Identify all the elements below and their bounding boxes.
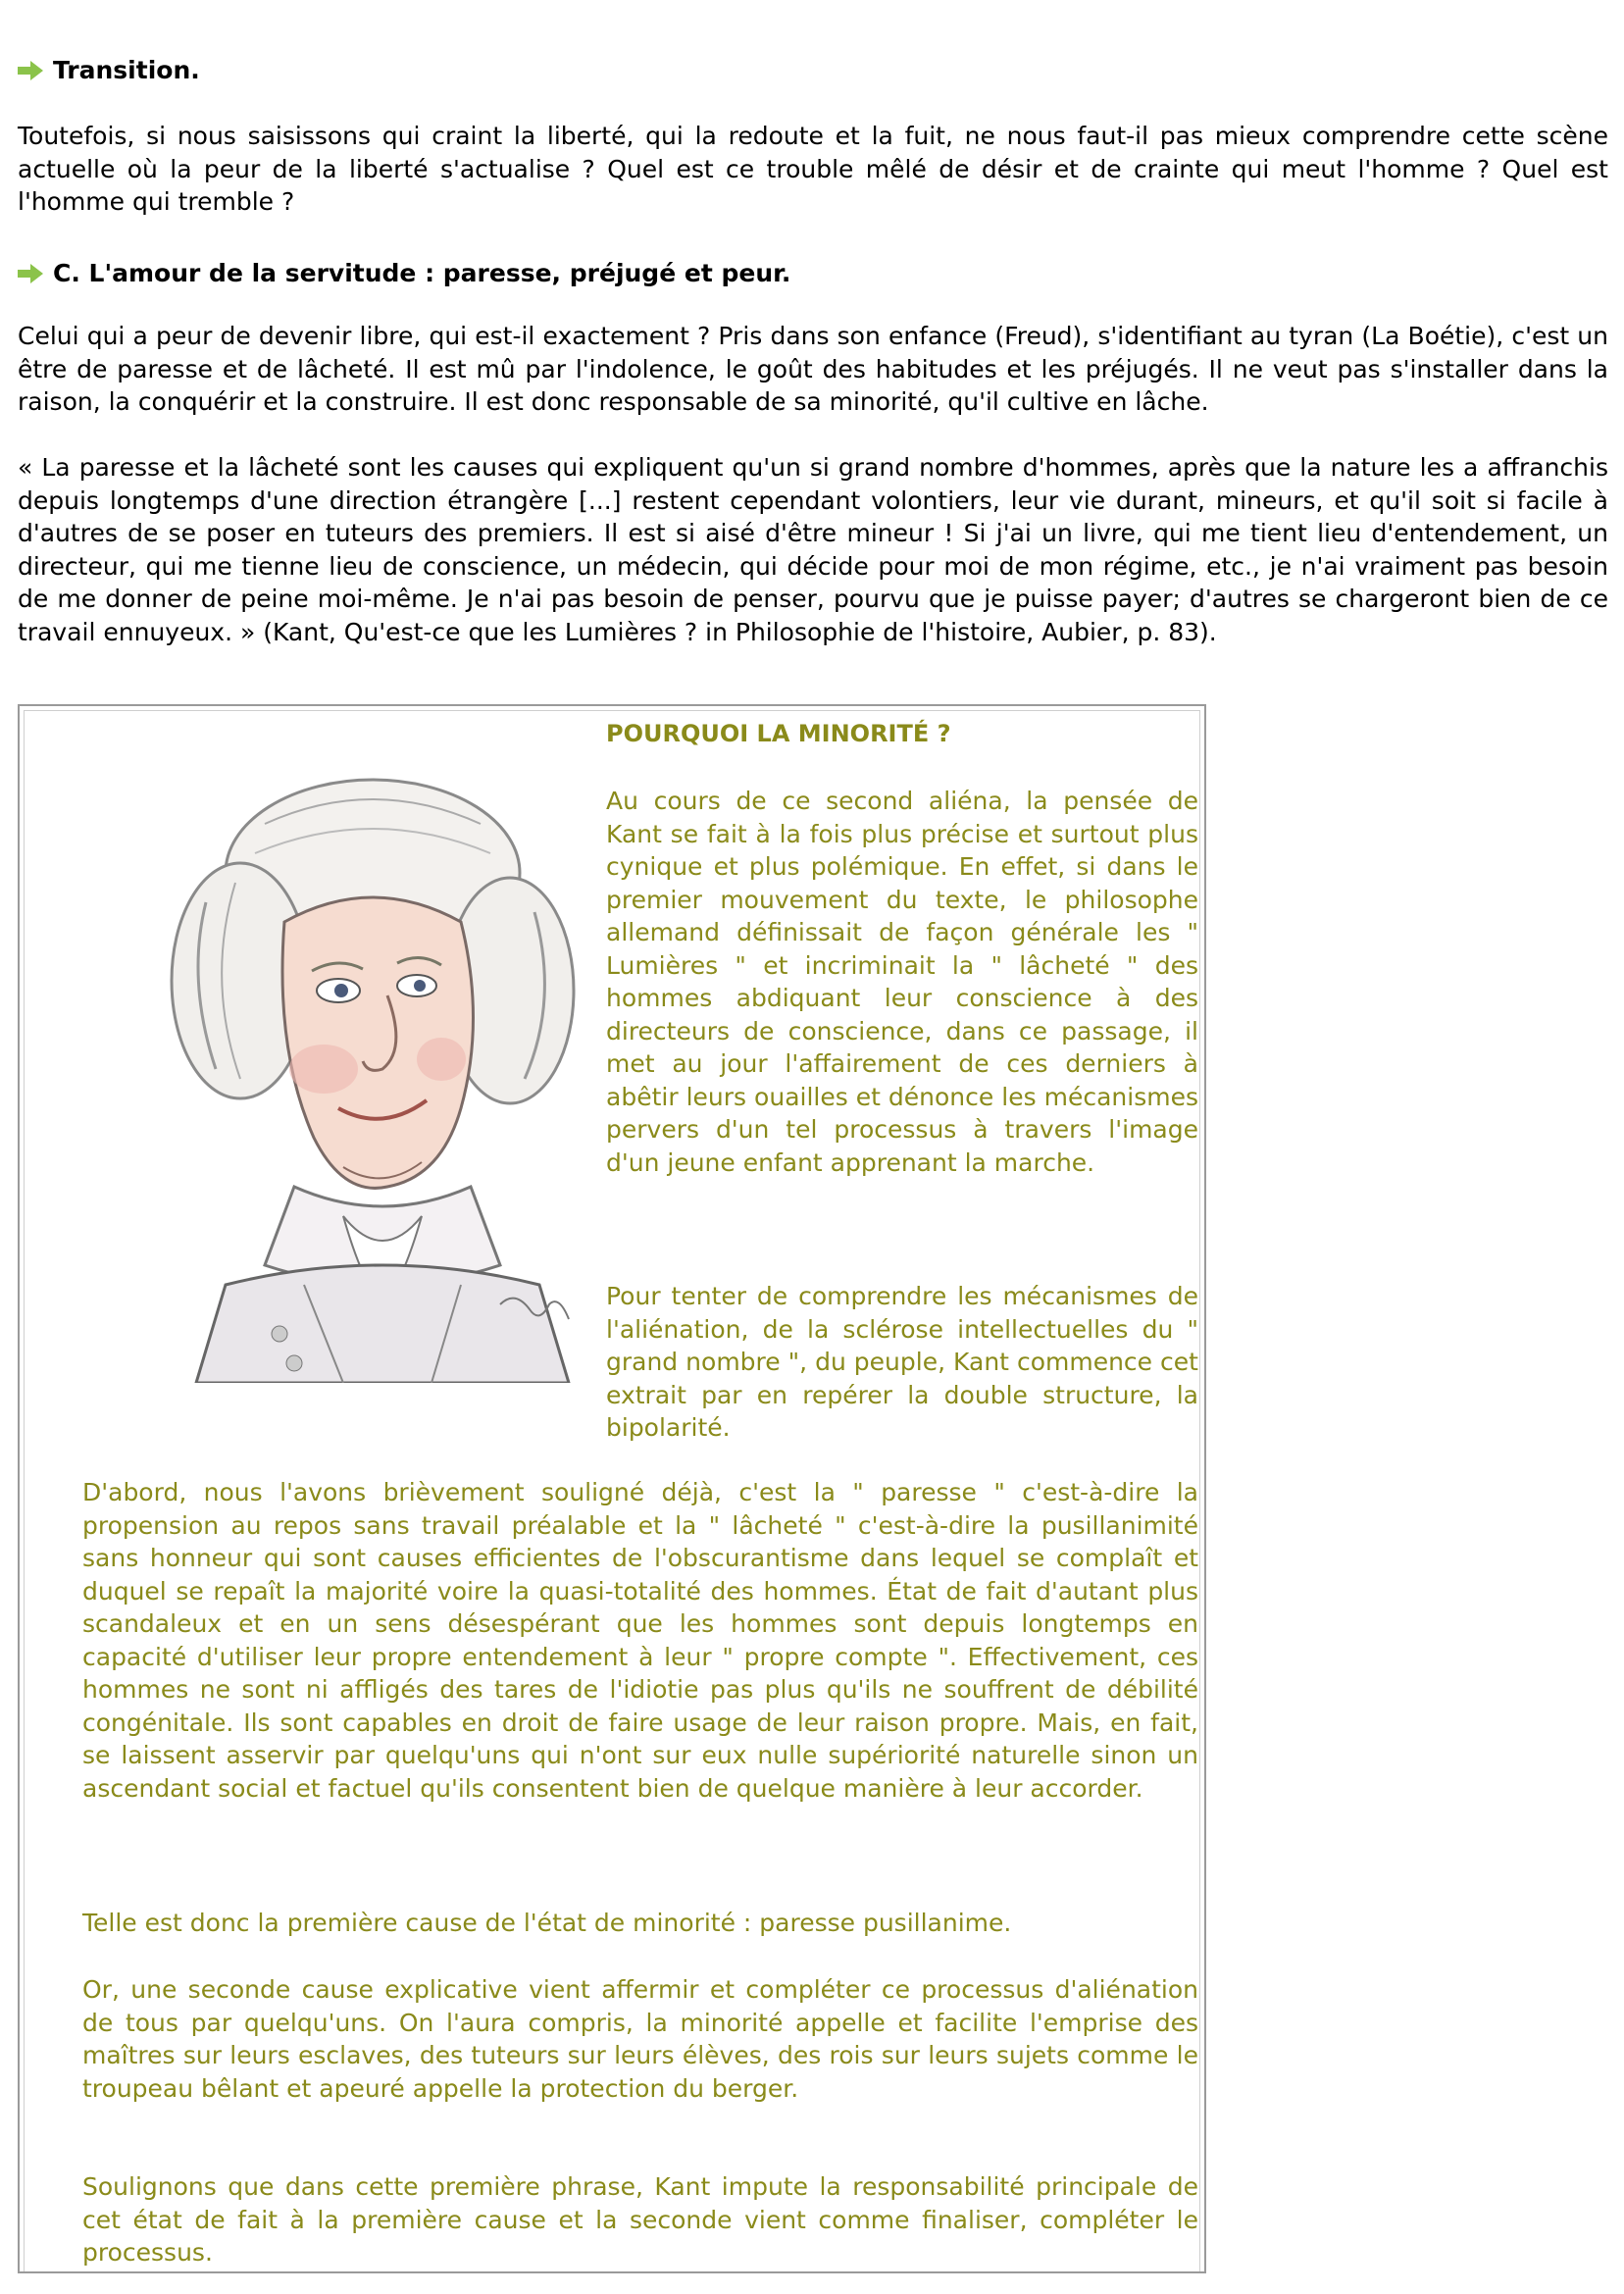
- transition-paragraph: Toutefois, si nous saisissons qui craint la liberté, qui la redoute et la fuit, ne nous faut-il pas mieux comprendre cette scène actuelle où la peur de la liberté s'actualise ? Quel est ce trouble mêlé de désir et de crainte qui meut l'homme ? Quel est l'homme qui tremble ?: [18, 122, 1608, 216]
- box-paragraph-4: Telle est donc la première cause de l'état de minorité : paresse pusillanime.: [82, 1909, 1012, 1937]
- section-heading-c: [18, 257, 790, 290]
- kant-quote: « La paresse et la lâcheté sont les causes qui expliquent qu'un si grand nombre d'hommes, après que la nature les a affranchis depuis longtemps d'une direction étrangère [...] restent cependant volontiers, leur vie durant, mineurs, et qu'il soit si facile à d'autres de se poser en tuteurs des premiers. Il est si aisé d'être mineur ! Si j'ai un livre, qui me tient lieu d'entendement, un directeur, qui me tienne lieu de conscience, un médecin, qui décide pour moi de mon régime, etc., je n'ai vraiment pas besoin de me donner de peine moi-même. Je n'ai pas besoin de penser, pourvu que je puisse payer; d'autres se chargeront bien de ce travail ennuyeux. » (Kant, Qu'est-ce que les Lumières ? in Philosophie de l'histoire, Aubier, p. 83).: [18, 453, 1608, 646]
- box-title: POURQUOI LA MINORITÉ ?: [606, 720, 951, 747]
- transition-heading-text: Transition.: [53, 56, 200, 84]
- box-paragraph-2: Pour tenter de comprendre les mécanismes de l'aliénation, de la sclérose intellectuelles du " grand nombre ", du peuple, Kant commence cet extrait par en repérer la double structure, la bipolarité.: [606, 1282, 1198, 1442]
- box-paragraph-1: Au cours de ce second aliéna, la pensée de Kant se fait à la fois plus précise et surtout plus cynique et plus polémique. En effet, si dans le premier mouvement du texte, le philosophe allemand définissait de façon générale les " Lumières " et incriminait la " lâcheté " des hommes abdiquant leur conscience à des directeurs de conscience, dans ce passage, il met au jour l'affairement de ces derniers à abêtir leurs ouailles et dénonce les mécanismes pervers d'un tel processus à travers l'image d'un jeune enfant apprenant la marche.: [606, 787, 1198, 1177]
- green-arrow-icon: [18, 264, 43, 283]
- section-heading-transition: [18, 54, 200, 87]
- section-c-paragraph: Celui qui a peur de devenir libre, qui est-il exactement ? Pris dans son enfance (Freud), s'identifiant au tyran (La Boétie), c'est un être de paresse et de lâcheté. Il est mû par l'indolence, le goût des habitudes et les préjugés. Il ne veut pas s'installer dans la raison, la conquérir et la construire. Il est donc responsable de sa minorité, qu'il cultive en lâche.: [18, 322, 1608, 416]
- section-c-heading-text: C. L'amour de la servitude : paresse, préjugé et peur.: [53, 259, 791, 287]
- box-paragraph-6: Soulignons que dans cette première phrase, Kant impute la responsabilité principale de cet état de fait à la première cause et la seconde vient comme finaliser, compléter le processus.: [82, 2172, 1198, 2267]
- kant-portrait-illustration: [147, 755, 598, 1383]
- box-paragraph-3: D'abord, nous l'avons brièvement souligné déjà, c'est la " paresse " c'est-à-dire la propension au repos sans travail préalable et la " lâcheté " c'est-à-dire la pusillanimité sans honneur qui sont causes efficientes de l'obscurantisme dans lequel se complaît et duquel se repaît la majorité voire la quasi-totalité des hommes. État de fait d'autant plus scandaleux et en un sens désespérant que les hommes sont depuis longtemps en capacité d'utiliser leur propre entendement à leur " propre compte ". Effectivement, ces hommes ne sont ni affligés des tares de l'idiotie pas plus qu'ils ne souffrent de débilité congénitale. Ils sont capables en droit de faire usage de leur raison propre. Mais, en fait, se laissent asservir par quelqu'uns qui n'ont sur eux nulle supériorité naturelle sinon un ascendant social et factuel qu'ils consentent bien de quelque manière à leur accorder.: [82, 1478, 1198, 1803]
- green-arrow-icon: [18, 61, 43, 80]
- box-paragraph-5: Or, une seconde cause explicative vient affermir et compléter ce processus d'aliénation de tous par quelqu'uns. On l'aura compris, la minorité appelle et facilite l'emprise des maîtres sur leurs esclaves, des tuteurs sur leurs élèves, des rois sur leurs sujets comme le troupeau bêlant et apeuré appelle la protection du berger.: [82, 1975, 1198, 2103]
